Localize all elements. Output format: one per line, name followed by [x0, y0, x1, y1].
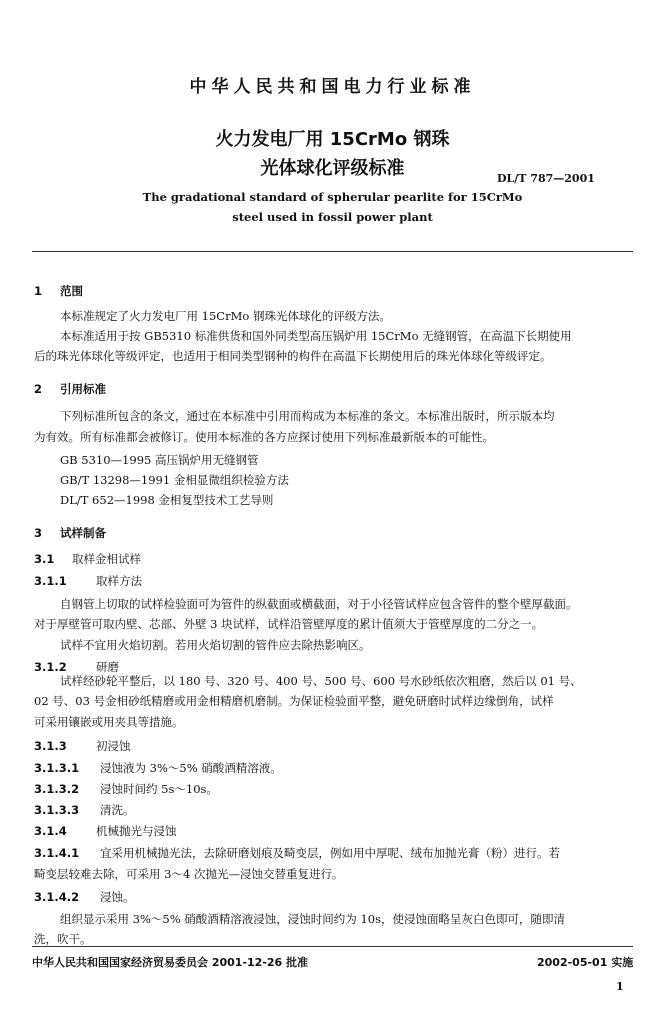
english-title-line-2: steel used in fossil power plant: [232, 210, 433, 224]
section-title: 引用标准: [60, 382, 106, 396]
subsection-3-1-3-3: [34, 802, 135, 818]
subsection-text: 浸蚀时间约 5s～10s。: [100, 782, 218, 796]
subsection-number: 3.1.4.1: [34, 846, 80, 860]
subsection-title: 取样金相试样: [72, 552, 141, 566]
section-1-heading: [34, 283, 83, 299]
reference-item-2: GB/T 13298—1991 金相显微组织检验方法: [60, 473, 289, 487]
s3142-paragraph-1a: 组织显示采用 3%～5% 硝酸酒精溶液浸蚀，浸蚀时间约为 10s，使浸蚀面略呈灰白色即可，随即清: [60, 912, 565, 926]
subsection-number: 3.1: [34, 552, 55, 566]
s2-paragraph-1a: 下列标准所包含的条文，通过在本标准中引用而构成为本标准的条文。本标准出版时，所示版本均: [60, 409, 555, 423]
title-line-2: 光体球化评级标准: [260, 158, 405, 179]
s312-paragraph-1c: 可采用镶嵌或用夹具等措施。: [34, 715, 184, 729]
subsection-title: 机械抛光与浸蚀: [96, 824, 177, 838]
english-title-line-1: The gradational standard of spherular pearlite for 15CrMo: [142, 190, 523, 204]
subsection-3-1-4-2: [34, 889, 135, 905]
page-number: 1: [616, 980, 624, 993]
subsection-3-1-3: [34, 738, 131, 754]
subsection-3-1-4: [34, 823, 177, 839]
s1-paragraph-1: 本标准规定了火力发电厂用 15CrMo 钢珠光体球化的评级方法。: [60, 309, 391, 323]
standard-number: DL/T 787—2001: [497, 172, 595, 185]
subsection-text: 清洗。: [100, 803, 135, 817]
s1-paragraph-2b: 后的珠光体球化等级评定，也适用于相同类型钢种的构件在高温下长期使用后的珠光体球化等级评定。: [34, 349, 552, 363]
subsection-3-1: [34, 551, 141, 567]
approval-line: 中华人民共和国国家经济贸易委员会 2001-12-26 批准: [32, 956, 309, 969]
footer-divider: [32, 946, 633, 947]
section-title: 试样制备: [60, 526, 106, 540]
title-line-1: 火力发电厂用 15CrMo 钢珠: [215, 129, 450, 150]
implementation-date: 2002-05-01 实施: [537, 956, 634, 969]
subsection-text: 浸蚀。: [100, 890, 135, 904]
s3141-text-b: 畸变层较难去除，可采用 3～4 次抛光—浸蚀交替重复进行。: [34, 867, 344, 881]
s2-paragraph-1b: 为有效。所有标准都会被修订。使用本标准的各方应探讨使用下列标准最新版本的可能性。: [34, 430, 494, 444]
s311-paragraph-1a: 自钢管上切取的试样检验面可为管件的纵截面或横截面，对于小径管试样应包含管件的整个壁厚截面。: [60, 597, 578, 611]
subsection-number: 3.1.3.3: [34, 803, 80, 817]
subsection-text: 宜采用机械抛光法，去除研磨划痕及畸变层，例如用中厚呢、绒布加抛光膏（粉）进行。若: [100, 846, 560, 860]
subsection-text: 浸蚀液为 3%～5% 硝酸酒精溶液。: [100, 761, 282, 775]
section-3-heading: [34, 525, 106, 541]
s312-paragraph-1b: 02 号、03 号金相砂纸精磨或用金相精磨机磨制。为保证检验面平整，避免研磨时试样边缘倒角，试样: [34, 694, 554, 708]
subsection-3-1-1: [34, 573, 142, 589]
subsection-number: 3.1.3.1: [34, 761, 80, 775]
header-divider: [32, 251, 633, 252]
section-number: 2: [34, 382, 43, 396]
subsection-number: 3.1.4: [34, 824, 67, 838]
section-2-heading: [34, 381, 106, 397]
reference-item-3: DL/T 652—1998 金相复型技术工艺导则: [60, 493, 274, 507]
subsection-number: 3.1.2: [34, 660, 67, 674]
subsection-3-1-3-2: [34, 781, 218, 797]
subsection-title: 研磨: [96, 660, 119, 674]
subsection-3-1-4-1: [34, 845, 560, 861]
section-title: 范围: [60, 284, 83, 298]
s1-paragraph-2a: 本标准适用于按 GB5310 标准供货和国外同类型高压锅炉用 15CrMo 无缝钢管，在高温下长期使用: [60, 329, 572, 343]
section-number: 3: [34, 526, 43, 540]
subsection-number: 3.1.1: [34, 574, 67, 588]
s311-paragraph-1b: 对于厚壁管可取内壁、芯部、外壁 3 块试样，试样沿管壁厚度的累计值须大于管壁厚度的二分之一。: [34, 617, 544, 631]
subsection-3-1-3-1: [34, 760, 282, 776]
subsection-title: 初浸蚀: [96, 739, 131, 753]
reference-item-1: GB 5310—1995 高压锅炉用无缝钢管: [60, 453, 259, 467]
s312-paragraph-1a: 试样经砂轮平整后，以 180 号、320 号、400 号、500 号、600 号水砂纸依次粗磨，然后以 01 号、: [60, 674, 582, 688]
subsection-number: 3.1.3.2: [34, 782, 80, 796]
s311-paragraph-2: 试样不宜用火焰切割。若用火焰切割的管件应去除热影响区。: [60, 638, 371, 652]
subsection-title: 取样方法: [96, 574, 142, 588]
section-number: 1: [34, 284, 43, 298]
subsection-number: 3.1.4.2: [34, 890, 80, 904]
document-header: 中华人民共和国电力行业标准: [189, 77, 476, 97]
s3142-paragraph-1b: 洗，吹干。: [34, 932, 92, 946]
subsection-number: 3.1.3: [34, 739, 67, 753]
